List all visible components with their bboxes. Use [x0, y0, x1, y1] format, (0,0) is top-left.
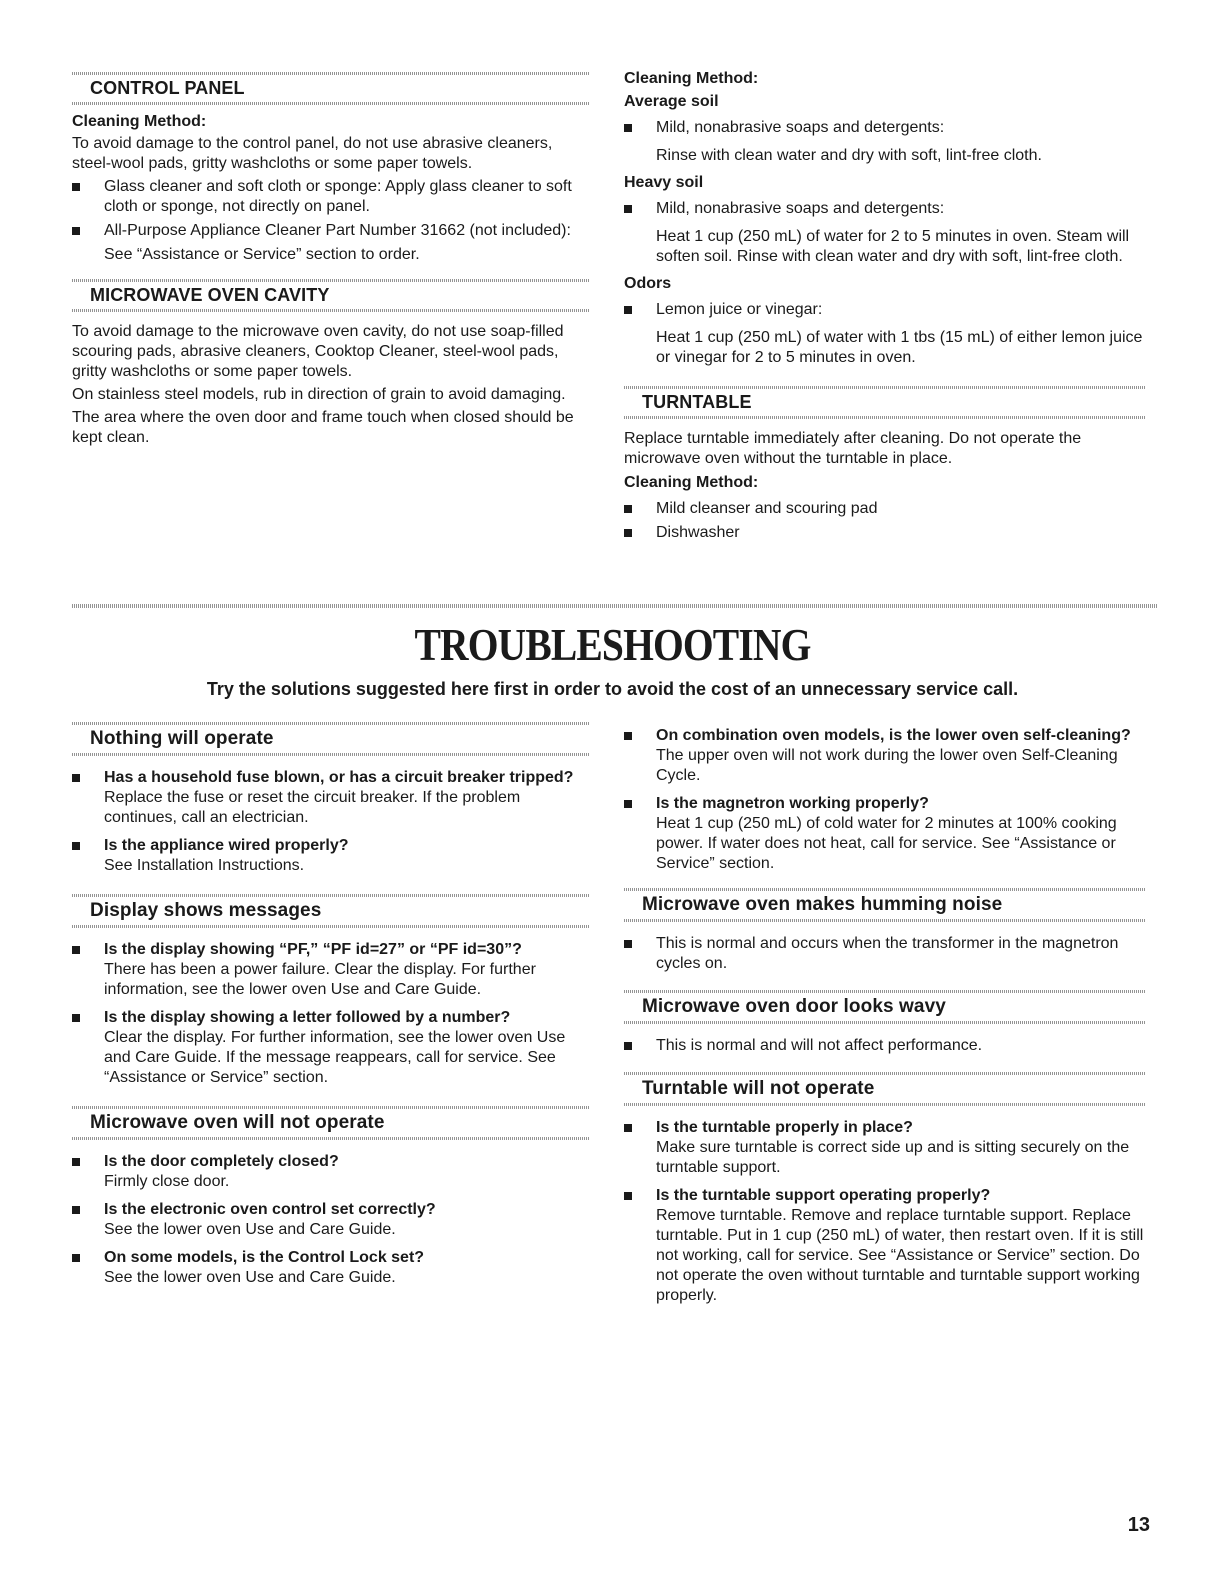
cleaning-method-label: Cleaning Method:: [624, 474, 759, 491]
intro-text: Try the solutions suggested here first in order to avoid the cost of an unnecessary service call.: [206, 679, 1019, 699]
question: Is the appliance wired properly?: [104, 837, 349, 854]
list-item: [624, 934, 1146, 974]
bullet-icon: [624, 1042, 632, 1050]
list-item-text: Mild cleanser and scouring pad: [656, 500, 878, 517]
paragraph: To avoid damage to the microwave oven cavity, do not use soap-filled scouring pads, abrasive cleaners, Cooktop Cleaner, steel-wool pads, gritty washcloths or some paper towels.: [72, 323, 564, 380]
divider: [624, 990, 1146, 993]
bullet-icon: [624, 800, 632, 808]
odors-label: Odors: [624, 275, 672, 292]
cleaning-method-label: Cleaning Method:: [72, 113, 207, 130]
divider: [72, 1137, 590, 1140]
list-item: [624, 1118, 1146, 1178]
sub-paragraph: Rinse with clean water and dry with soft, lint-free cloth.: [656, 147, 1042, 164]
answer: Heat 1 cup (250 mL) of cold water for 2 minutes at 100% cooking power. If water does not heat, call for service. See “Assistance or Service” section.: [656, 815, 1117, 872]
control-panel-section: [72, 72, 590, 451]
bullet-list: [624, 118, 1146, 138]
bullet-icon: [72, 227, 80, 235]
divider: [624, 386, 1146, 389]
question: On combination oven models, is the lower oven self-cleaning?: [656, 727, 1131, 744]
list-item-text: Glass cleaner and soft cloth or sponge: Apply glass cleaner to soft cloth or sponge, not directly on panel.: [104, 178, 572, 215]
question: Has a household fuse blown, or has a circuit breaker tripped?: [104, 769, 574, 786]
list-item: [72, 1152, 590, 1192]
divider: [72, 753, 590, 756]
troubleshooting-left-column: [72, 722, 590, 1292]
heavy-soil-label: Heavy soil: [624, 174, 704, 191]
question: Is the display showing “PF,” “PF id=27” or “PF id=30”?: [104, 941, 522, 958]
answer: See Installation Instructions.: [104, 857, 305, 874]
divider: [624, 1072, 1146, 1075]
list-item-text: This is normal and occurs when the transformer in the magnetron cycles on.: [656, 935, 1119, 972]
divider: [624, 416, 1146, 419]
bullet-icon: [72, 774, 80, 782]
paragraph: To avoid damage to the control panel, do not use abrasive cleaners, steel-wool pads, gritty washcloths or some paper towels.: [72, 135, 553, 172]
list-item-text: All-Purpose Appliance Cleaner Part Number 31662 (not included):: [104, 222, 571, 239]
bullet-list: [72, 940, 590, 1088]
page-number: 13: [1127, 1514, 1150, 1536]
bullet-list: [624, 726, 1146, 874]
list-item: [72, 1248, 590, 1288]
list-item: [624, 523, 1146, 543]
list-item-text: Dishwasher: [656, 524, 740, 541]
bullet-list: [624, 300, 1146, 320]
divider: [624, 919, 1146, 922]
section-title: Microwave oven door looks wavy: [642, 996, 946, 1017]
bullet-list: [624, 1118, 1146, 1306]
bullet-icon: [624, 1192, 632, 1200]
question: Is the display showing a letter followed by a number?: [104, 1009, 511, 1026]
list-item: [624, 118, 1146, 138]
section-title: CONTROL PANEL: [90, 78, 245, 98]
answer: Clear the display. For further information, see the lower oven Use and Care Guide. If the message reappears, call for service. See “Assistance or Service” section.: [104, 1029, 566, 1086]
answer: Make sure turntable is correct side up and is sitting securely on the turntable support.: [656, 1139, 1130, 1176]
answer: There has been a power failure. Clear the display. For further information, see the lower oven Use and Care Guide.: [104, 961, 536, 998]
paragraph: The area where the oven door and frame touch when closed should be kept clean.: [72, 409, 574, 446]
bullet-list: [624, 199, 1146, 219]
cleaning-method-label: Cleaning Method:: [624, 70, 759, 87]
bullet-icon: [624, 529, 632, 537]
section-title: MICROWAVE OVEN CAVITY: [90, 285, 330, 305]
list-item: [624, 300, 1146, 320]
list-item-text: This is normal and will not affect performance.: [656, 1037, 983, 1054]
bullet-list: [72, 1152, 590, 1288]
question: Is the magnetron working properly?: [656, 795, 929, 812]
question: Is the turntable properly in place?: [656, 1119, 913, 1136]
divider: [72, 72, 590, 75]
bullet-icon: [624, 1124, 632, 1132]
list-item: [624, 1036, 1146, 1056]
bullet-icon: [72, 183, 80, 191]
list-item: [624, 726, 1146, 786]
divider: [72, 309, 590, 312]
bullet-icon: [72, 1254, 80, 1262]
divider: [624, 1103, 1146, 1106]
bullet-icon: [624, 205, 632, 213]
divider: [72, 279, 590, 282]
divider: [624, 888, 1146, 891]
list-item: [624, 199, 1146, 219]
sub-paragraph: Heat 1 cup (250 mL) of water with 1 tbs (15 mL) of either lemon juice or vinegar for 2 to 5 minutes in oven.: [656, 329, 1143, 366]
bullet-icon: [72, 1158, 80, 1166]
bullet-list: [624, 499, 1146, 543]
list-item-text: Mild, nonabrasive soaps and detergents:: [656, 200, 945, 217]
cavity-cleaning-section: [624, 68, 1146, 547]
answer: Remove turntable. Remove and replace turntable support. Replace turntable. Put in 1 cup (250 mL) of water, then restart oven. If it is still not working, call for service. See “Assistance or Service” section. Do not operate the oven without turntable and turntable support working properly.: [656, 1207, 1144, 1304]
average-soil-label: Average soil: [624, 93, 719, 110]
list-item-text: Lemon juice or vinegar:: [656, 301, 823, 318]
bullet-list: [72, 768, 590, 876]
divider: [72, 925, 590, 928]
divider: [72, 102, 590, 105]
section-title: Turntable will not operate: [642, 1078, 875, 1099]
divider: [624, 1021, 1146, 1024]
answer: The upper oven will not work during the lower oven Self-Cleaning Cycle.: [656, 747, 1118, 784]
list-item: [624, 794, 1146, 874]
section-title: Nothing will operate: [90, 728, 274, 749]
section-title: TURNTABLE: [642, 392, 752, 412]
sub-paragraph: Heat 1 cup (250 mL) of water for 2 to 5 minutes in oven. Steam will soften soil. Rinse with clean water and dry with soft, lint-free cloth.: [656, 228, 1130, 265]
list-item: [72, 836, 590, 876]
paragraph: On stainless steel models, rub in direction of grain to avoid damaging.: [72, 386, 566, 403]
question: Is the turntable support operating properly?: [656, 1187, 991, 1204]
list-item: [72, 1200, 590, 1240]
paragraph: Replace turntable immediately after cleaning. Do not operate the microwave oven without the turntable in place.: [624, 430, 1082, 467]
bullet-icon: [624, 940, 632, 948]
list-item-text: Mild, nonabrasive soaps and detergents:: [656, 119, 945, 136]
bullet-icon: [624, 306, 632, 314]
question: Is the electronic oven control set correctly?: [104, 1201, 436, 1218]
list-item: [624, 499, 1146, 519]
answer: Firmly close door.: [104, 1173, 230, 1190]
list-item: [624, 1186, 1146, 1306]
answer: See the lower oven Use and Care Guide.: [104, 1269, 396, 1286]
question: On some models, is the Control Lock set?: [104, 1249, 425, 1266]
bullet-icon: [72, 1206, 80, 1214]
bullet-icon: [624, 124, 632, 132]
list-item: [72, 221, 590, 241]
bullet-icon: [72, 946, 80, 954]
bullet-icon: [72, 842, 80, 850]
list-item: [72, 177, 590, 217]
page-divider: [72, 604, 1157, 608]
troubleshooting-right-column: [624, 726, 1146, 1310]
page-title: TROUBLESHOOTING: [414, 619, 811, 670]
list-item: [72, 940, 590, 1000]
answer: Replace the fuse or reset the circuit breaker. If the problem continues, call an electrician.: [104, 789, 521, 826]
list-item: [72, 768, 590, 828]
bullet-icon: [72, 1014, 80, 1022]
bullet-icon: [624, 505, 632, 513]
bullet-list: [624, 934, 1146, 974]
section-title: Display shows messages: [90, 900, 322, 921]
section-title: Microwave oven will not operate: [90, 1112, 385, 1133]
list-item: [72, 1008, 590, 1088]
divider: [72, 1106, 590, 1109]
bullet-list: [72, 177, 590, 241]
section-title: Microwave oven makes humming noise: [642, 894, 1003, 915]
sub-paragraph: See “Assistance or Service” section to order.: [104, 246, 420, 263]
divider: [72, 894, 590, 897]
bullet-icon: [624, 732, 632, 740]
question: Is the door completely closed?: [104, 1153, 339, 1170]
bullet-list: [624, 1036, 1146, 1056]
divider: [72, 722, 590, 725]
answer: See the lower oven Use and Care Guide.: [104, 1221, 396, 1238]
